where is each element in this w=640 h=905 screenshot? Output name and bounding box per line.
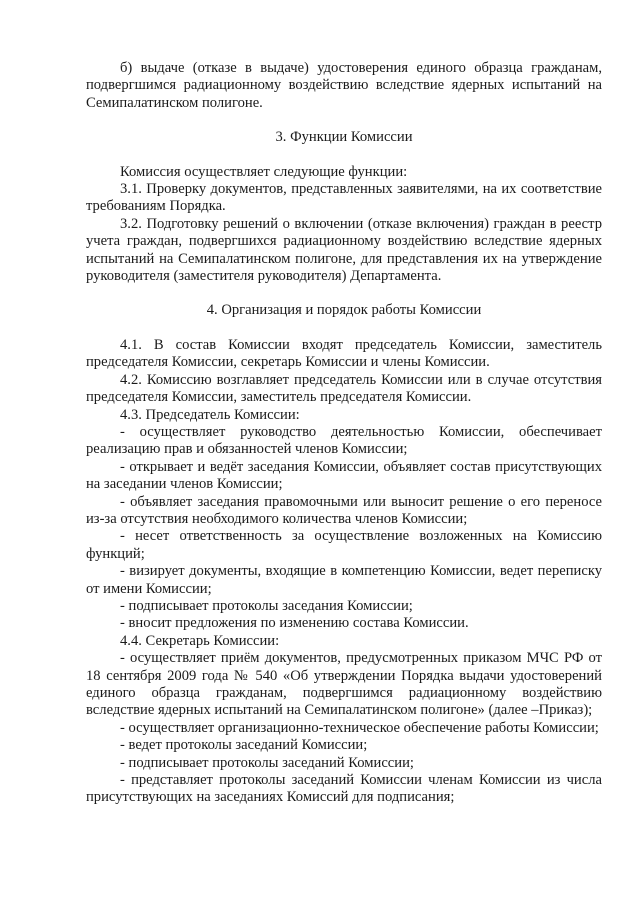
paragraph-3-2: 3.2. Подготовку решений о включении (отказе включения) граждан в реестр учета граждан, подвергшихся радиационному воздействию вследствие ядерных испытаний на Семипалатинском полигоне, для представления их на утверждение руководителя (заместителя руководителя) Департамента.: [86, 215, 602, 285]
list-item-chairman-opens: - открывает и ведёт заседания Комиссии, объявляет состав присутствующих на заседании членов Комиссии;: [86, 458, 602, 493]
list-item-chairman-endorses: - визирует документы, входящие в компетенцию Комиссии, ведет переписку от имени Комиссии;: [86, 563, 602, 597]
list-item-secretary-accepts: - осуществляет приём документов, предусмотренных приказом МЧС РФ от 18 сентября 2009 года № 540 «Об утверждении Порядка выдачи удостоверений единого образца гражданам, подвергшимся радиационному воздействию вследствие ядерных испытаний на Семипалатинском полигоне» (далее –Приказ);: [86, 650, 602, 719]
paragraph-4-2: 4.2. Комиссию возглавляет председатель Комиссии или в случае отсутствия председателя Комиссии, заместитель председателя Комиссии.: [86, 371, 602, 406]
list-item-chairman-proposes: - вносит предложения по изменению состава Комиссии.: [120, 615, 469, 632]
section-heading-4: 4. Организация и порядок работы Комиссии: [206, 302, 482, 319]
list-item-secretary-signs: - подписывает протоколы заседаний Комиссии;: [120, 754, 414, 771]
list-item-secretary-records: - ведет протоколы заседаний Комиссии;: [120, 737, 368, 754]
list-item-secretary-presents: - представляет протоколы заседаний Комиссии членам Комиссии из числа присутствующих на заседаниях Комиссий для подписания;: [86, 772, 602, 806]
paragraph-4-3: 4.3. Председатель Комиссии:: [120, 406, 300, 423]
list-item-chairman-responsible: - несет ответственность за осуществление возложенных на Комиссию функций;: [86, 528, 602, 562]
paragraph-functions-intro: Комиссия осуществляет следующие функции:: [120, 163, 408, 180]
list-item-chairman-signs: - подписывает протоколы заседания Комиссии;: [120, 597, 413, 614]
section-heading-3: 3. Функции Комиссии: [275, 129, 413, 146]
paragraph-4-4: 4.4. Секретарь Комиссии:: [120, 632, 280, 649]
list-item-chairman-leads: - осуществляет руководство деятельностью Комиссии, обеспечивает реализацию прав и обязанностей членов Комиссии;: [86, 423, 602, 458]
paragraph-4-1: 4.1. В состав Комиссии входят председатель Комиссии, заместитель председателя Комиссии, секретарь Комиссии и члены Комиссии.: [86, 336, 602, 371]
paragraph-2b-issuance: б) выдаче (отказе в выдаче) удостоверения единого образца гражданам, подвергшимся радиационному воздействию вследствие ядерных испытаний на Семипалатинском полигоне.: [86, 60, 602, 111]
list-item-secretary-support: - осуществляет организационно-техническое обеспечение работы Комиссии;: [120, 719, 599, 736]
paragraph-3-1: 3.1. Проверку документов, представленных заявителями, на их соответствие требованиям Порядка.: [86, 181, 602, 215]
list-item-chairman-quorum: - объявляет заседания правомочными или выносит решение о его переносе из-за отсутствия необходимого количества членов Комиссии;: [86, 493, 602, 527]
